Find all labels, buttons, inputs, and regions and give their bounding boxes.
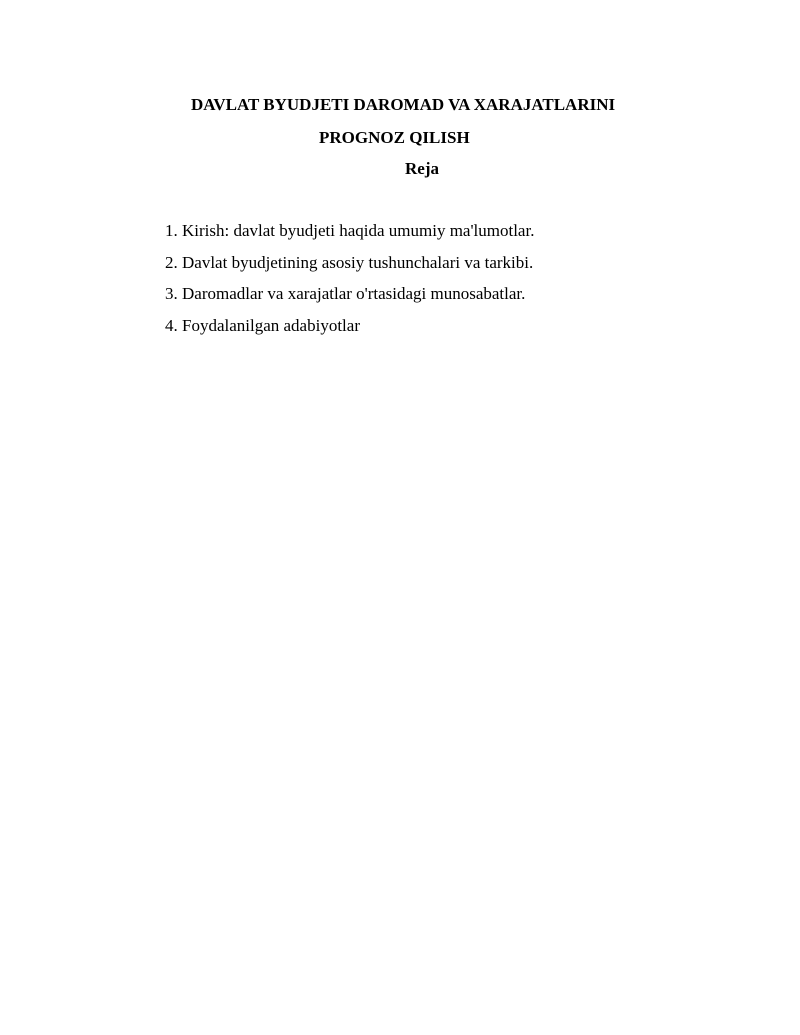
plan-heading: Reja xyxy=(405,159,439,178)
plan-item-2: 2. Davlat byudjetining asosiy tushunchalari va tarkibi. xyxy=(165,252,534,272)
plan-item-3: 3. Daromadlar va xarajatlar o'rtasidagi munosabatlar. xyxy=(165,284,526,303)
plan-item-1: 1. Kirish: davlat byudjeti haqida umumiy ma'lumotlar. xyxy=(165,221,535,240)
plan-list xyxy=(165,221,534,347)
document-title-line-1: DAVLAT BYUDJETI DAROMAD VA XARAJATLARINI xyxy=(191,95,616,114)
plan-item-4: 4. Foydalanilgan adabiyotlar xyxy=(165,315,360,335)
document-title-line-2: PROGNOZ QILISH xyxy=(319,128,470,147)
